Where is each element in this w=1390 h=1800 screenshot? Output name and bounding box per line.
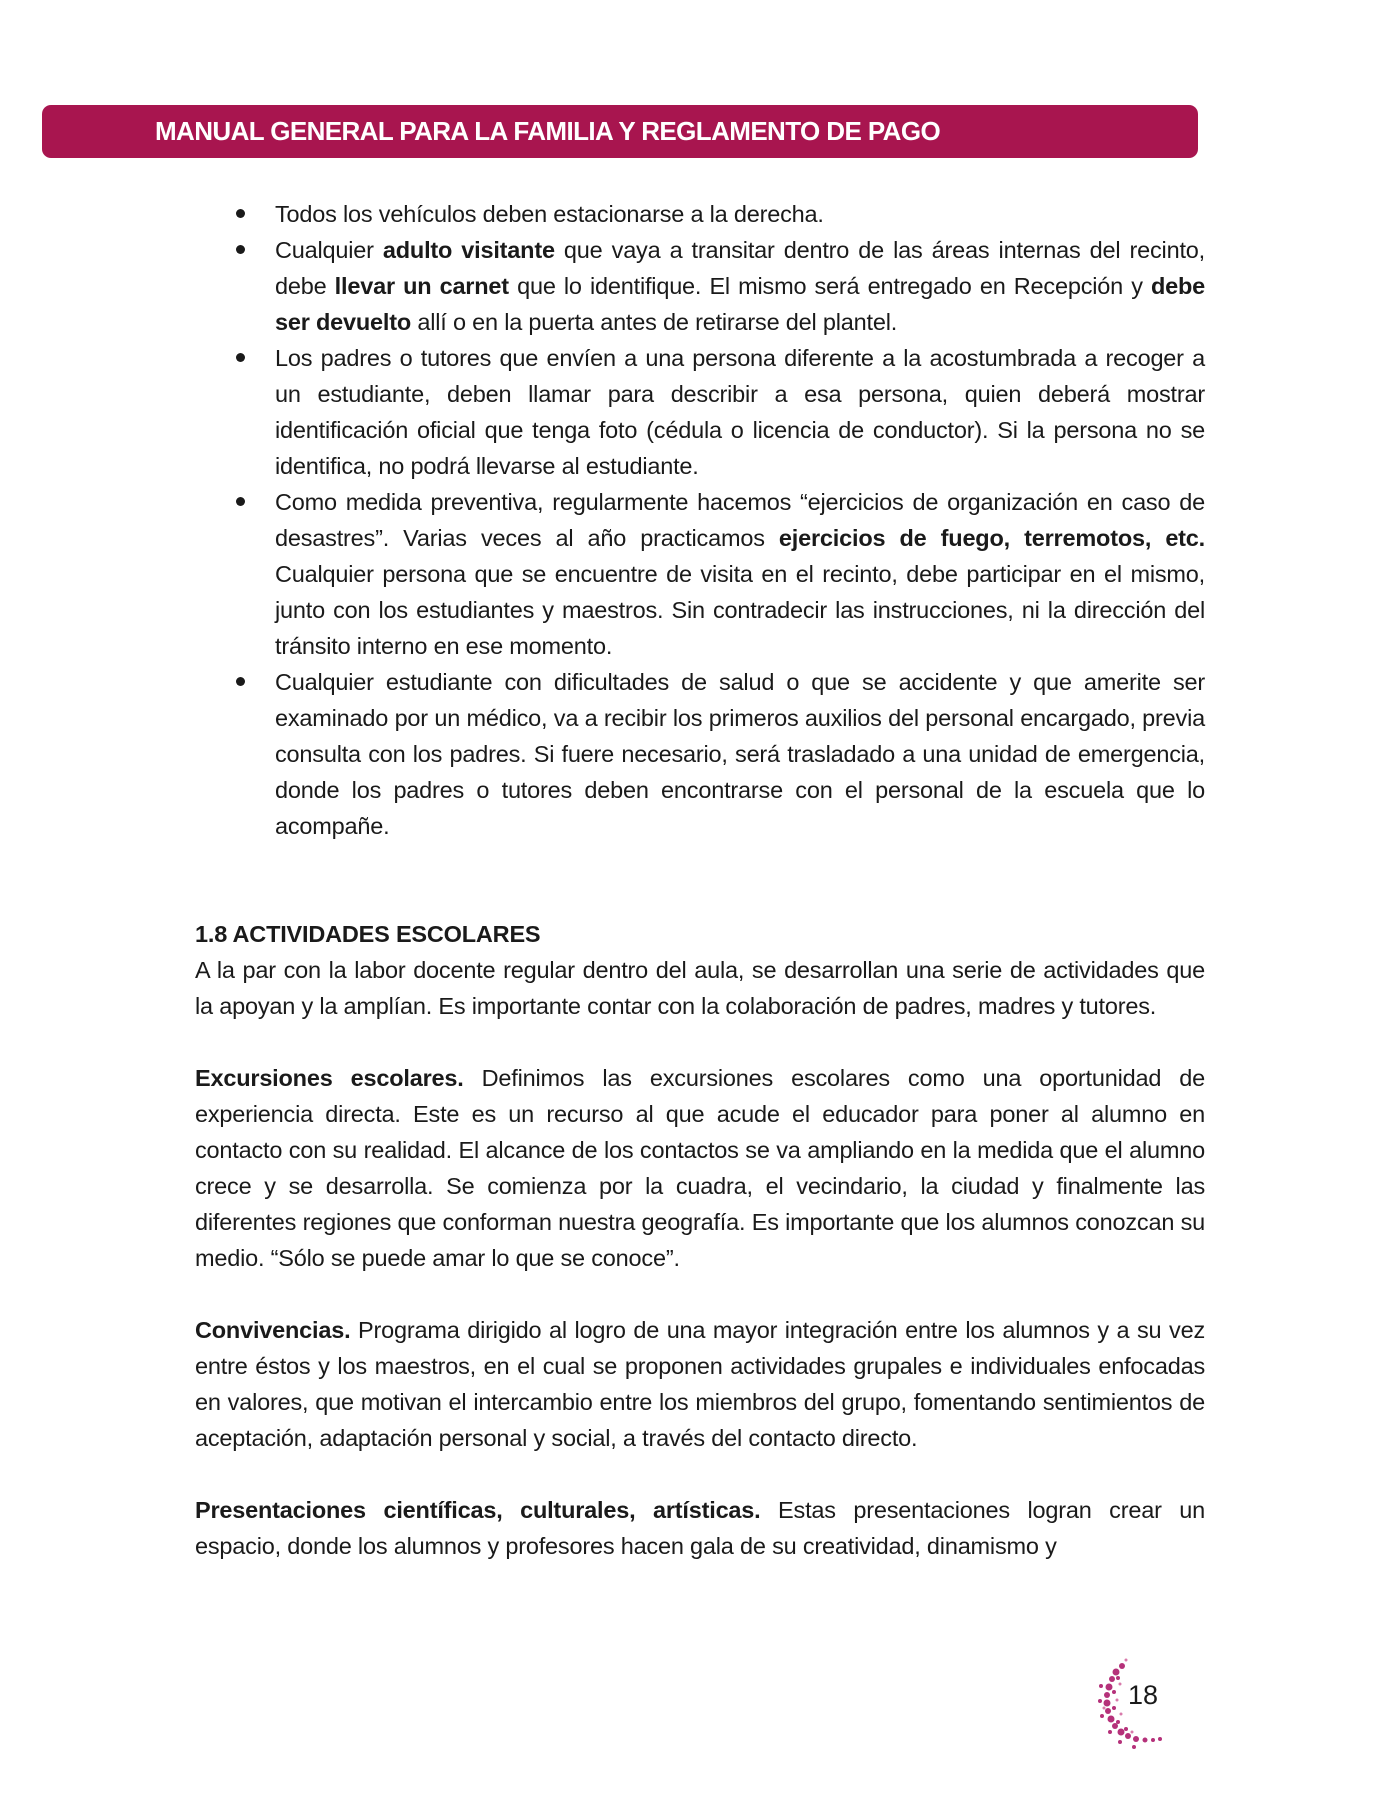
list-item: Los padres o tutores que envíen a una persona diferente a la acostumbrada a recoger a un estudiante, deben llamar para describir a esa persona, quien deberá mostrar identificación oficial que tenga foto (cédula o licencia de conductor). Si la persona no se identifica, no podrá llevarse al estudiante. <box>195 340 1205 484</box>
section-intro: A la par con la labor docente regular dentro del aula, se desarrollan una serie de actividades que la apoyan y la amplían. Es importante contar con la colaboración de padres, madres y tutores. <box>195 957 1205 1019</box>
header-bar <box>42 105 1198 158</box>
document-title: MANUAL GENERAL PARA LA FAMILIA Y REGLAMENTO DE PAGO <box>155 116 941 146</box>
document-body <box>195 196 1205 1564</box>
section-title: 1.8 ACTIVIDADES ESCOLARES <box>195 921 541 947</box>
list-item: Como medida preventiva, regularmente hacemos “ejercicios de organización en caso de desastres”. Varias veces al año practicamos ejercicios de fuego, terremotos, etc. Cualquier persona que se encuentre de visita en el recinto, debe participar en el mismo, junto con los estudiantes y maestros. Sin contradecir las instrucciones, ni la dirección del tránsito interno en ese momento. <box>195 484 1205 664</box>
paragraph-convivencias: Convivencias. Programa dirigido al logro de una mayor integración entre los alumnos y a su vez entre éstos y los maestros, en el cual se proponen actividades grupales e individuales enfocadas en valores, que motivan el intercambio entre los miembros del grupo, fomentando sentimientos de aceptación, adaptación personal y social, a través del contacto directo. <box>195 1317 1205 1451</box>
list-item: Todos los vehículos deben estacionarse a la derecha. <box>195 196 1205 232</box>
paragraph-presentaciones: Presentaciones científicas, culturales, artísticas. Estas presentaciones logran crear un espacio, donde los alumnos y profesores hacen gala de su creatividad, dinamismo y <box>195 1497 1205 1559</box>
page-number: 18 <box>1128 1680 1159 1710</box>
list-item: Cualquier adulto visitante que vaya a transitar dentro de las áreas internas del recinto, debe llevar un carnet que lo identifique. El mismo será entregado en Recepción y debe ser devuelto allí o en la puerta antes de retirarse del plantel. <box>195 232 1205 340</box>
bullet-list <box>195 196 1205 844</box>
list-item: Cualquier estudiante con dificultades de salud o que se accidente y que amerite ser examinado por un médico, va a recibir los primeros auxilios del personal encargado, previa consulta con los padres. Si fuere necesario, será trasladado a una unidad de emergencia, donde los padres o tutores deben encontrarse con el personal de la escuela que lo acompañe. <box>195 664 1205 844</box>
paragraph-excursiones: Excursiones escolares. Definimos las excursiones escolares como una oportunidad de experiencia directa. Este es un recurso al que acude el educador para poner al alumno en contacto con su realidad. El alcance de los contactos se va ampliando en la medida que el alumno crece y se desarrolla. Se comienza por la cuadra, el vecindario, la ciudad y finalmente las diferentes regiones que conforman nuestra geografía. Es importante que los alumnos conozcan su medio. “Sólo se puede amar lo que se conoce”. <box>195 1065 1205 1271</box>
